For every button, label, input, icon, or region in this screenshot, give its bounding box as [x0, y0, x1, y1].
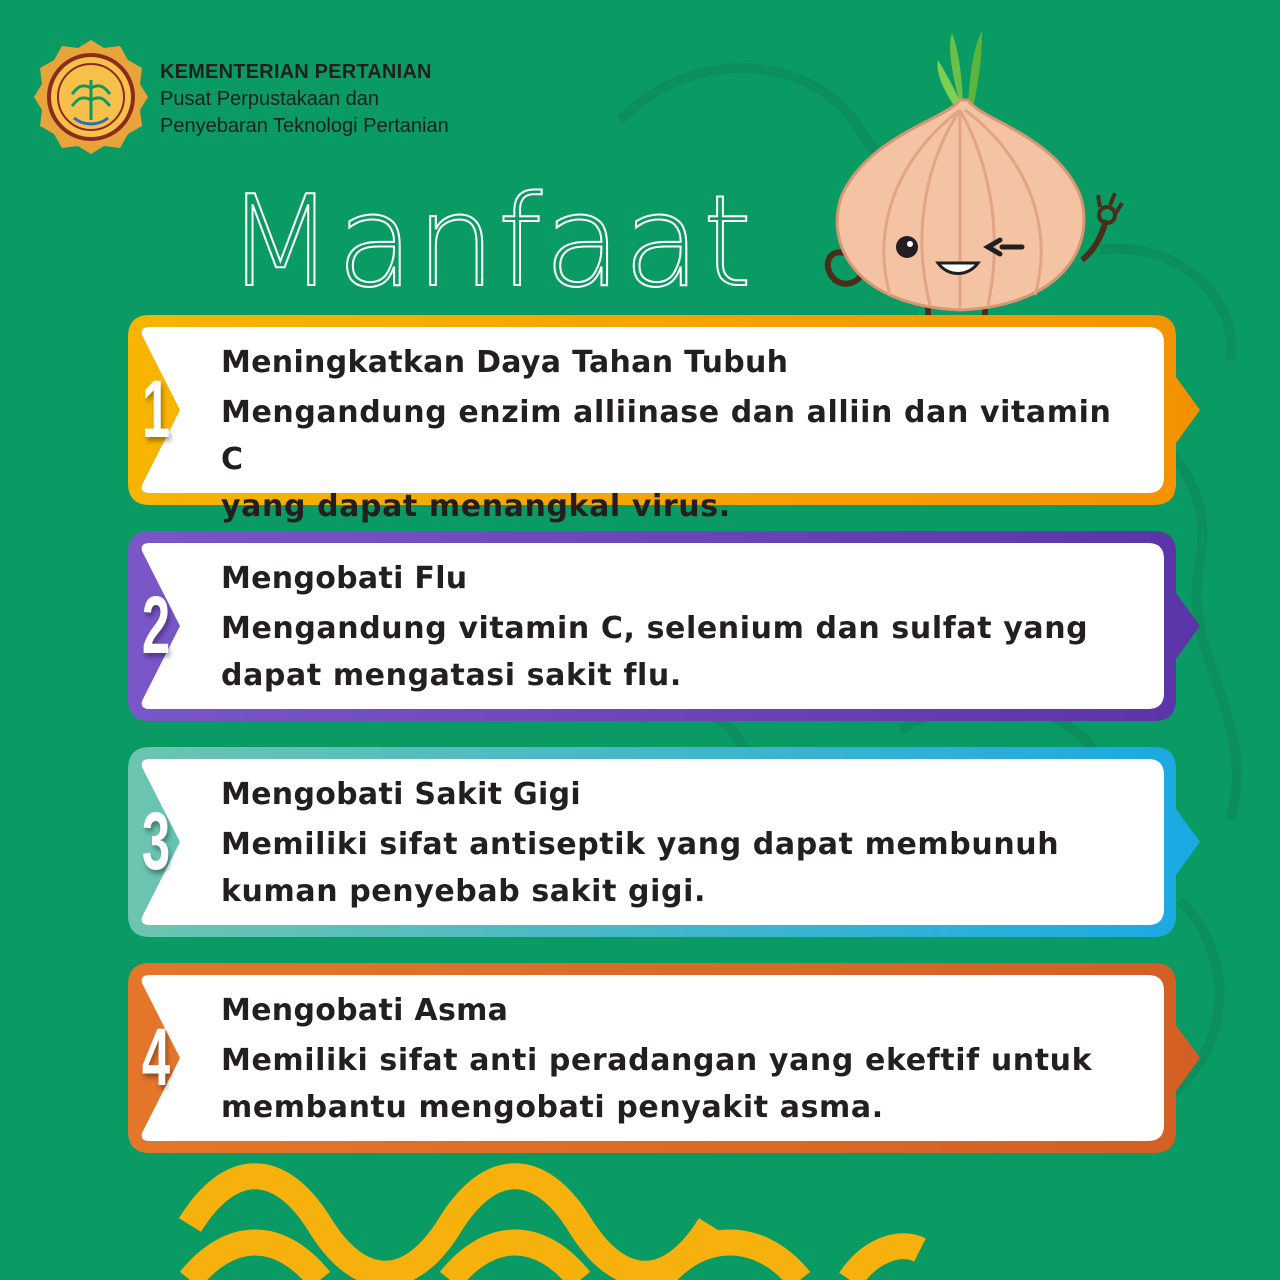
item-number: 4 — [141, 1012, 171, 1103]
item-number: 1 — [141, 364, 171, 455]
item-title: Mengobati Sakit Gigi — [221, 777, 581, 812]
item-title: Mengobati Flu — [221, 561, 468, 596]
desc-line: yang dapat menangkal virus. — [221, 489, 731, 524]
benefit-card-3 — [128, 747, 1176, 937]
onion-mascot-icon — [810, 25, 1130, 365]
desc-line: Mengandung vitamin C, selenium dan sulfat yang — [221, 611, 1089, 646]
organization-name — [160, 58, 449, 140]
benefit-card-2 — [128, 531, 1176, 721]
item-title: Mengobati Asma — [221, 993, 509, 1028]
benefit-card-1 — [128, 315, 1176, 524]
benefit-card-4 — [128, 963, 1176, 1153]
org-line-3: Penyebaran Teknologi Pertanian — [160, 115, 449, 137]
item-description — [221, 605, 1121, 699]
desc-line: Memiliki sifat anti peradangan yang ekeftif untuk — [221, 1043, 1093, 1078]
desc-line: kuman penyebab sakit gigi. — [221, 874, 706, 909]
desc-line: dapat mengatasi sakit flu. — [221, 658, 682, 693]
item-number: 2 — [141, 580, 171, 671]
desc-line: Mengandung enzim alliinase dan alliin dan vitamin C — [221, 395, 1112, 477]
page-title: Manfaat — [226, 168, 754, 315]
item-title: Meningkatkan Daya Tahan Tubuh — [221, 345, 789, 380]
item-description — [221, 1037, 1121, 1131]
org-line-1: KEMENTERIAN PERTANIAN — [160, 61, 432, 83]
desc-line: Memiliki sifat antiseptik yang dapat membunuh — [221, 827, 1060, 862]
item-number: 3 — [141, 796, 171, 887]
item-description — [221, 389, 1121, 530]
desc-line: membantu mengobati penyakit asma. — [221, 1090, 884, 1125]
ministry-seal-logo-icon — [32, 38, 150, 156]
org-line-2: Pusat Perpustakaan dan — [160, 88, 380, 110]
header — [32, 38, 449, 156]
item-description — [221, 821, 1121, 915]
wave-decoration — [0, 1140, 1280, 1280]
